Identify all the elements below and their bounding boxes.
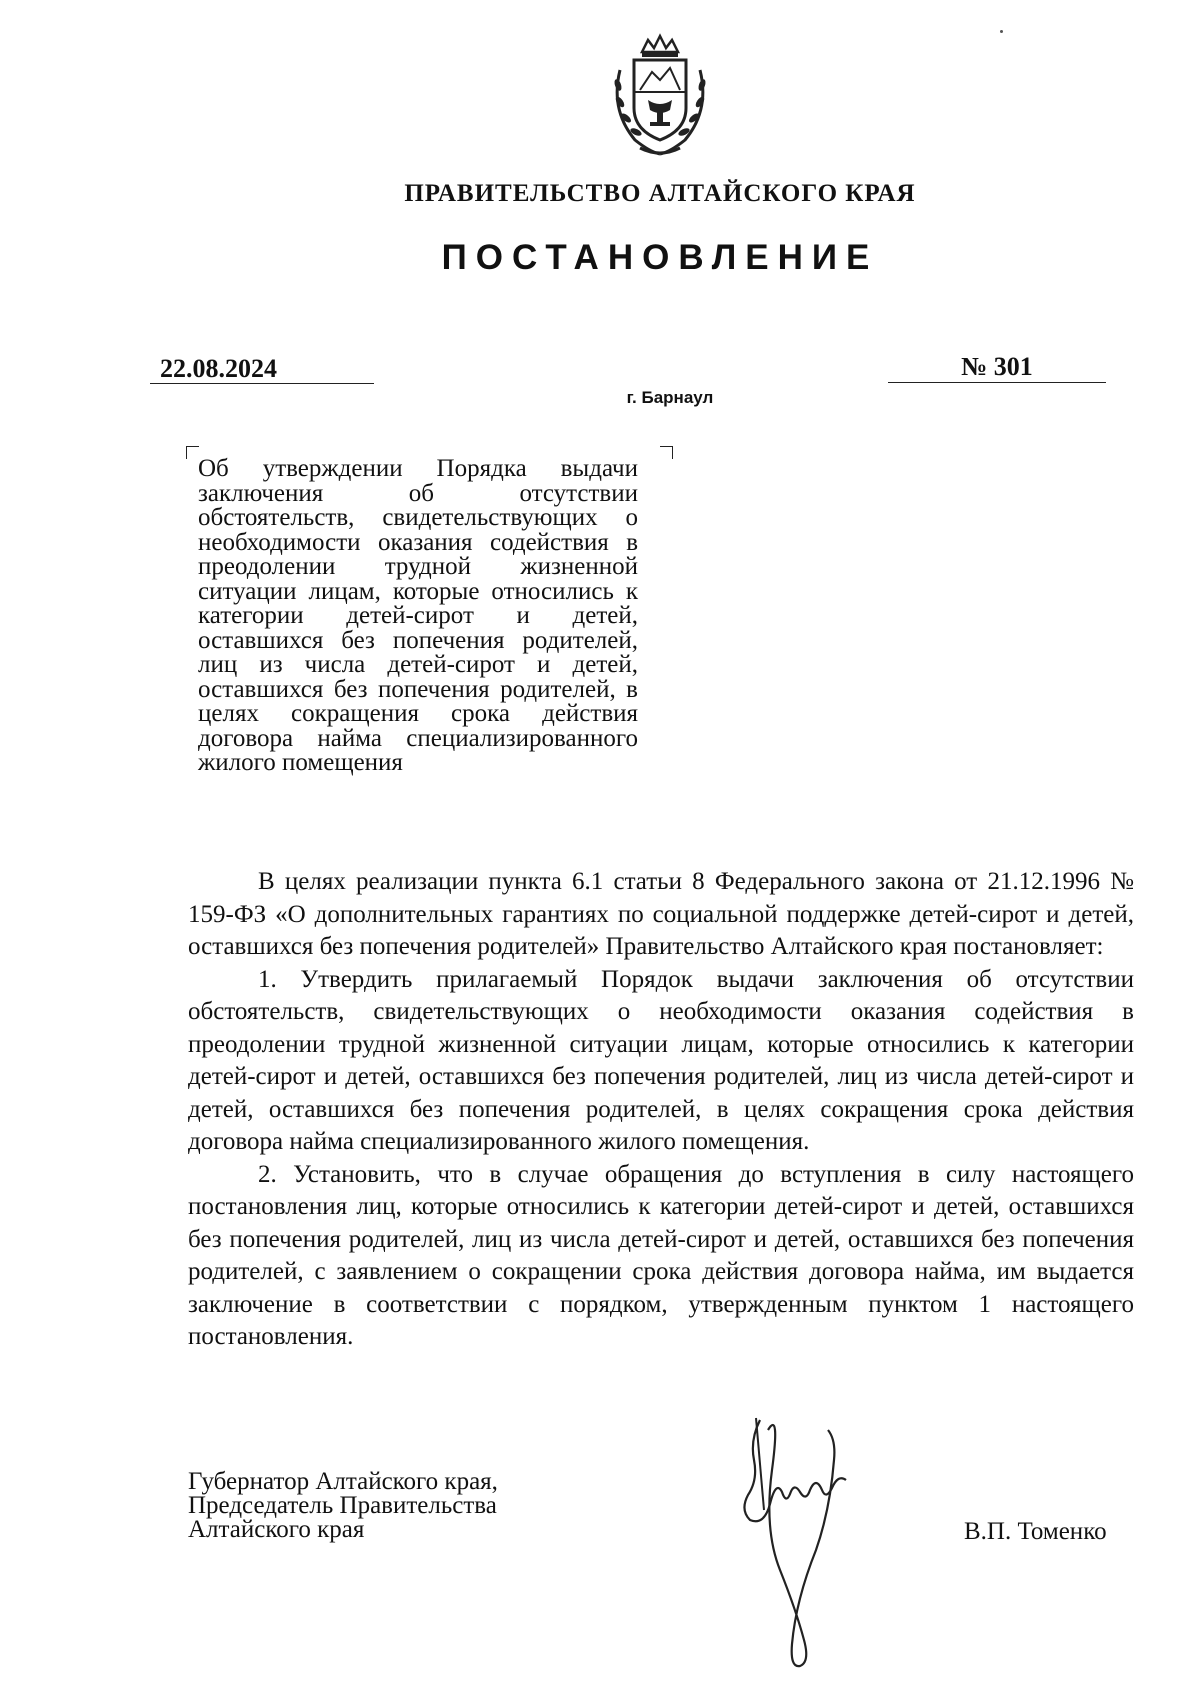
signer-position-line: Губернатор Алтайского края, bbox=[188, 1468, 498, 1495]
document-date: 22.08.2024 bbox=[150, 355, 374, 384]
body-preamble: В целях реализации пункта 6.1 статьи 8 Федерального закона от 21.12.1996 № 159-ФЗ «О дополнительных гарантиях по социальной поддержке детей-сирот и детей, оставшихся без попечения родителей» Правительство Алтайского края постановляет: bbox=[188, 868, 1134, 960]
signer-position bbox=[188, 1470, 588, 1542]
document-subject: Об утверждении Порядка выдачи заключения об отсутствии обстоятельств, свидетельствующих о необходимости оказания содействия в преодолении трудной жизненной ситуации лицам, которые относились к категории детей-сирот и детей, оставшихся без попечения родителей, лиц из числа детей-сирот и детей, оставшихся без попечения родителей, в целях сокращения срока действия договора найма специализированного жилого помещения bbox=[198, 455, 638, 776]
scan-speck bbox=[1000, 30, 1003, 33]
document-type: ПОСТАНОВЛЕНИЕ bbox=[441, 238, 879, 277]
body-item-2: 2. Установить, что в случае обращения до вступления в силу настоящего постановления лиц, которые относились к категории детей-сирот и детей, оставшихся без попечения родителей, лиц из числа детей-сирот и детей, оставшихся без попечения родителей, с заявлением о сокращении срока действия договора найма, им выдается заключение в соответствии с порядком, утвержденным пунктом 1 настоящего постановления. bbox=[188, 1160, 1134, 1350]
signer-name: В.П. Томенко bbox=[964, 1518, 1107, 1545]
document-body bbox=[188, 866, 1134, 1354]
signer-position-line: Алтайского края bbox=[188, 1516, 365, 1543]
organization-title: ПРАВИТЕЛЬСТВО АЛТАЙСКОГО КРАЯ bbox=[404, 180, 916, 207]
subject-bracket-right bbox=[660, 446, 673, 459]
document-number: № 301 bbox=[888, 352, 1106, 383]
handwritten-signature-icon bbox=[720, 1400, 860, 1670]
body-item-1: 1. Утвердить прилагаемый Порядок выдачи заключения об отсутствии обстоятельств, свидетельствующих о необходимости оказания содействия в преодолении трудной жизненной ситуации лицам, которые относились к категории детей-сирот и детей, оставшихся без попечения родителей, лиц из числа детей-сирот и детей, оставшихся без попечения родителей, в целях сокращения срока действия договора найма специализированного жилого помещения. bbox=[188, 965, 1134, 1155]
document-city: г. Барнаул bbox=[626, 388, 714, 407]
signer-position-line: Председатель Правительства bbox=[188, 1492, 497, 1519]
coat-of-arms-icon bbox=[600, 30, 720, 160]
